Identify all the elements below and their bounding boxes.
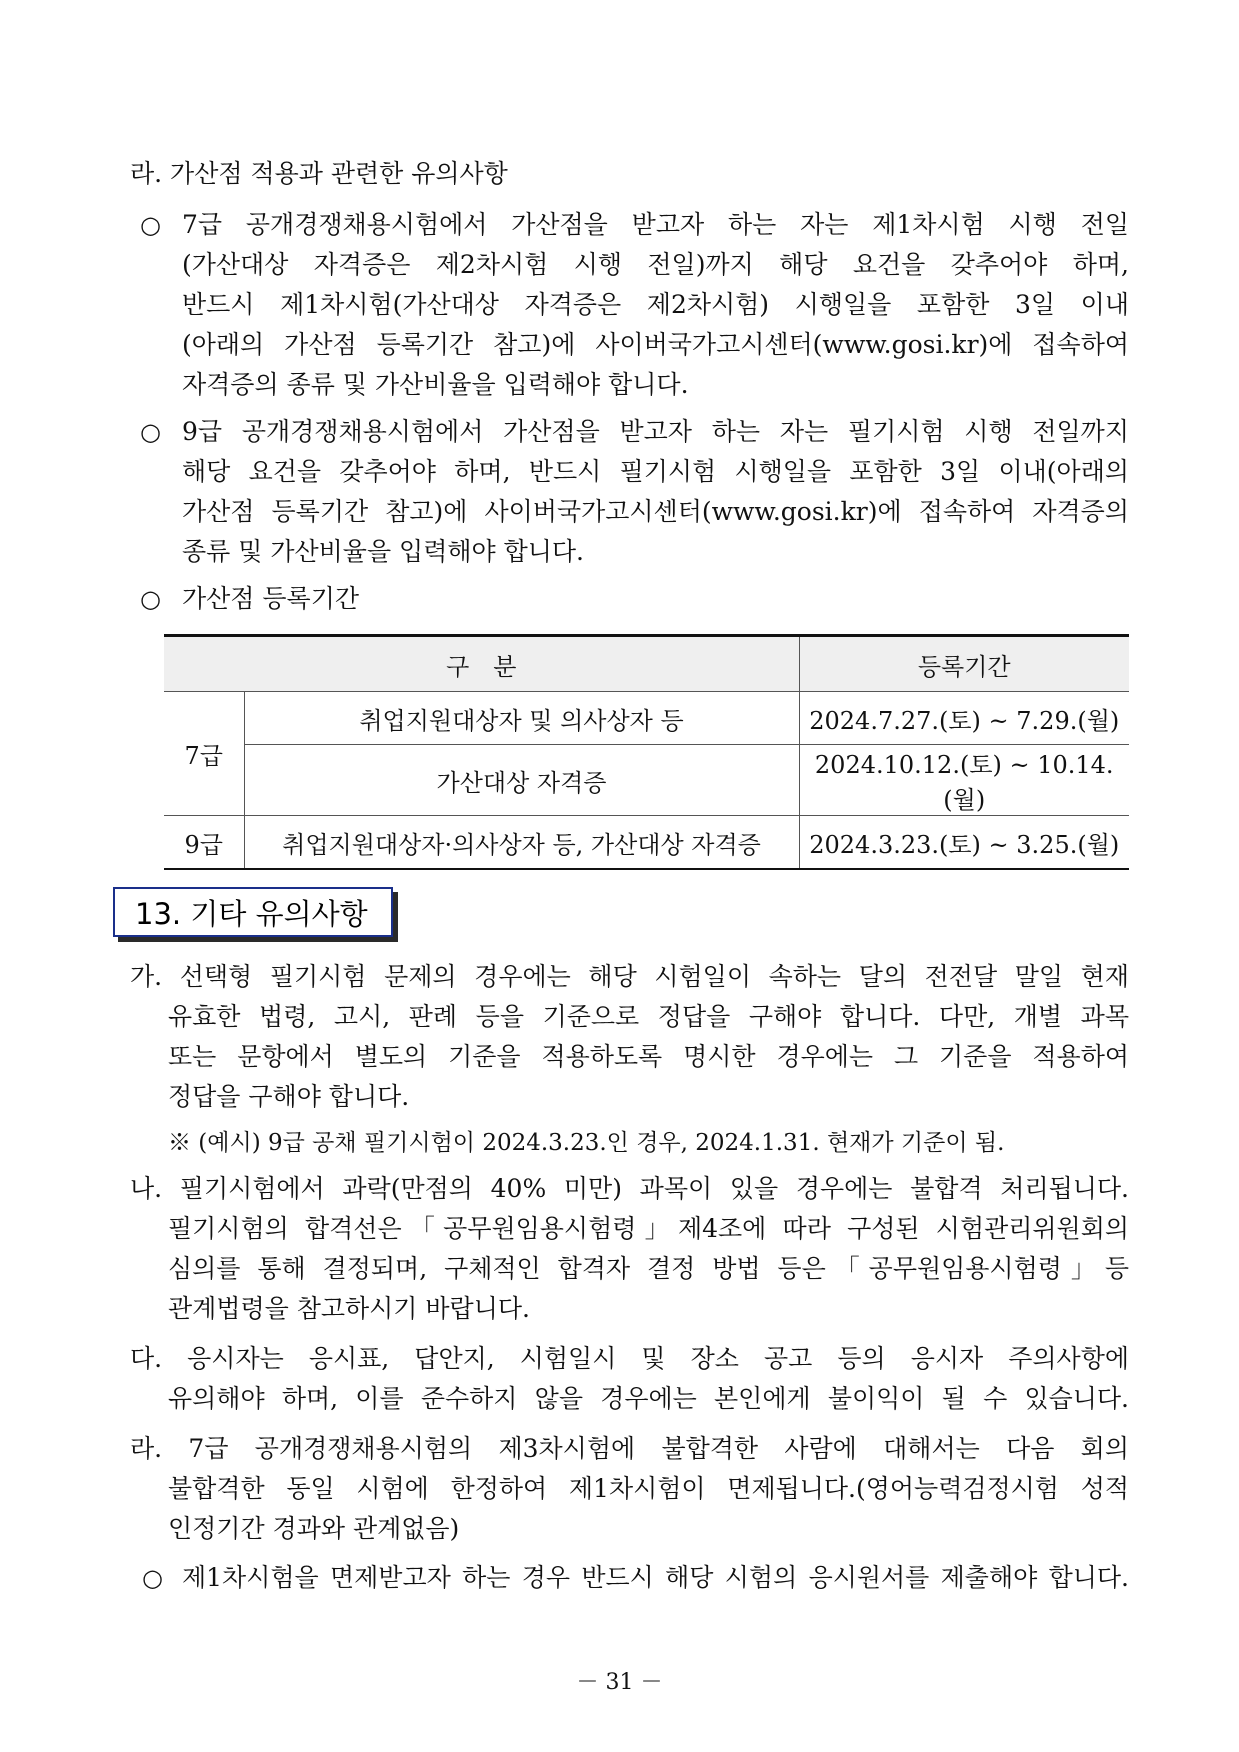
registration-period-table — [164, 634, 1129, 870]
item-na-line4: 관계법령을 참고하시기 바랍니다. — [168, 1294, 530, 1323]
bullet1-line3: 반드시 제1차시험(가산대상 자격증은 제2차시험) 시행일을 포함한 3일 이내 — [182, 290, 1129, 319]
item-na-line2: 필기시험의 합격선은「공무원임용시험령」제4조에 따라 구성된 시험관리위원회의 — [168, 1214, 1129, 1243]
item-na-line3: 심의를 통해 결정되며, 구체적인 합격자 결정 방법 등은「공무원임용시험령」등 — [168, 1254, 1129, 1283]
row1-period: 2024.7.27.(토) ~ 7.29.(월) — [799, 692, 1129, 745]
table-row — [164, 692, 1129, 745]
row2-period: 2024.10.12.(토) ~ 10.14.(월) — [799, 745, 1129, 816]
item-ga-line1: 가. 선택형 필기시험 문제의 경우에는 해당 시험일이 속하는 달의 전전달 말일 현재 — [130, 962, 1129, 991]
page-number: － 31 － — [576, 1670, 663, 1695]
bullet-marker: ○ — [140, 211, 161, 239]
item-ra-line2: 불합격한 동일 시험에 한정하여 제1차시험이 면제됩니다.(영어능력검정시험 성적 — [168, 1474, 1129, 1503]
bullet1-line5: 자격증의 종류 및 가산비율을 입력해야 합니다. — [182, 370, 689, 399]
bullet-marker: ○ — [142, 1564, 163, 1592]
item-ra-line1: 라. 7급 공개경쟁채용시험의 제3차시험에 불합격한 사람에 대해서는 다음 회의 — [130, 1434, 1129, 1463]
bullet-marker: ○ — [140, 418, 161, 446]
table-row — [164, 816, 1129, 870]
item-na-line1: 나. 필기시험에서 과락(만점의 40% 미만) 과목이 있을 경우에는 불합격 처리됩니다. — [130, 1174, 1129, 1203]
item-ga-line4: 정답을 구해야 합니다. — [168, 1082, 410, 1111]
table-row — [164, 745, 1129, 816]
item-da-line1: 다. 응시자는 응시표, 답안지, 시험일시 및 장소 공고 등의 응시자 주의사항에 — [130, 1344, 1129, 1373]
section-ra-heading: 라. 가산점 적용과 관련한 유의사항 — [130, 159, 508, 188]
item-ga-line3: 또는 문항에서 별도의 기준을 적용하도록 명시한 경우에는 그 기준을 적용하여 — [168, 1042, 1129, 1071]
example-note: ※ (예시) 9급 공채 필기시험이 2024.3.23.인 경우, 2024.1.31. 현재가 기준이 됨. — [168, 1130, 1005, 1156]
bullet3-text: 가산점 등록기간 — [182, 584, 359, 613]
bullet2-line3: 가산점 등록기간 참고)에 사이버국가고시센터(www.gosi.kr)에 접속하여 자격증의 — [182, 497, 1129, 526]
bullet1-line2: (가산대상 자격증은 제2차시험 시행 전일)까지 해당 요건을 갖추어야 하며, — [182, 250, 1129, 279]
bullet4-text: 제1차시험을 면제받고자 하는 경우 반드시 해당 시험의 응시원서를 제출해야 합니다. — [182, 1563, 1129, 1592]
bullet2-line2: 해당 요건을 갖추어야 하며, 반드시 필기시험 시행일을 포함한 3일 이내(아래의 — [182, 457, 1129, 486]
bullet2-line4: 종류 및 가산비율을 입력해야 합니다. — [182, 537, 584, 566]
section13-heading: 13. 기타 유의사항 — [113, 887, 393, 937]
grade-7-cell: 7급 — [164, 692, 244, 816]
bullet1-line1: 7급 공개경쟁채용시험에서 가산점을 받고자 하는 자는 제1차시험 시행 전일 — [182, 210, 1129, 239]
bullet2-line1: 9급 공개경쟁채용시험에서 가산점을 받고자 하는 자는 필기시험 시행 전일까지 — [182, 417, 1129, 446]
row1-item: 취업지원대상자 및 의사상자 등 — [244, 692, 799, 745]
bullet-marker: ○ — [140, 585, 161, 613]
header-period: 등록기간 — [799, 636, 1129, 692]
table-header-row — [164, 636, 1129, 692]
item-ga-line2: 유효한 법령, 고시, 판례 등을 기준으로 정답을 구해야 합니다. 다만, 개별 과목 — [168, 1002, 1129, 1031]
bullet1-line4: (아래의 가산점 등록기간 참고)에 사이버국가고시센터(www.gosi.kr)에 접속하여 — [182, 330, 1129, 359]
header-category: 구 분 — [164, 636, 799, 692]
grade-9-cell: 9급 — [164, 816, 244, 870]
row2-item: 가산대상 자격증 — [244, 745, 799, 816]
item-ra-line3: 인정기간 경과와 관계없음) — [168, 1514, 460, 1543]
item-da-line2: 유의해야 하며, 이를 준수하지 않을 경우에는 본인에게 불이익이 될 수 있습니다. — [168, 1384, 1129, 1413]
row3-period: 2024.3.23.(토) ~ 3.25.(월) — [799, 816, 1129, 870]
row3-item: 취업지원대상자·의사상자 등, 가산대상 자격증 — [244, 816, 799, 870]
